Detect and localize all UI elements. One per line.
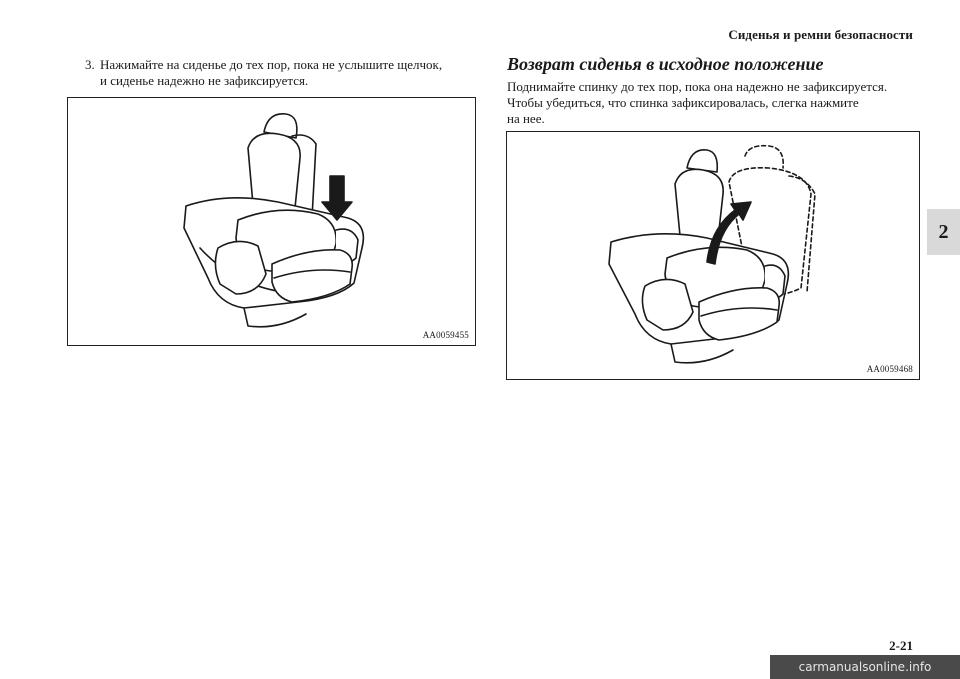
- chapter-number: 2: [938, 220, 949, 243]
- chapter-tab: [927, 209, 960, 255]
- figure-seat-push-down: [67, 97, 476, 346]
- seat-push-down-icon: [68, 98, 477, 347]
- section-body: [507, 79, 927, 127]
- figure-seatback-raise: [506, 131, 920, 380]
- running-header: Сиденья и ремни безопасности: [728, 27, 913, 42]
- body-line-2: Чтобы убедиться, что спинка зафиксировалась, слегка нажмите: [507, 95, 859, 110]
- step-3: [85, 57, 485, 89]
- body-line-1: Поднимайте спинку до тех пор, пока она надежно не зафиксируется.: [507, 79, 888, 94]
- seatback-raise-icon: [507, 132, 921, 381]
- watermark: carmanualsonline.info: [770, 655, 960, 679]
- figure-code: AA0059455: [422, 330, 469, 340]
- step-text-line-2: и сиденье надежно не зафиксируется.: [100, 73, 309, 88]
- page-number: 2-21: [889, 638, 913, 653]
- body-line-3: на нее.: [507, 111, 545, 126]
- step-number: 3.: [85, 57, 95, 72]
- figure-code: AA0059468: [866, 364, 913, 374]
- section-heading: Возврат сиденья в исходное положение: [507, 54, 824, 74]
- step-text-line-1: Нажимайте на сиденье до тех пор, пока не услышите щелчок,: [100, 57, 443, 72]
